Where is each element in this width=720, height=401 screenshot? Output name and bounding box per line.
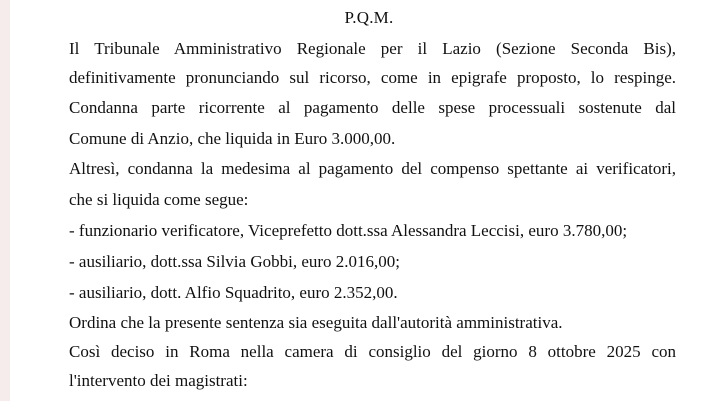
text-line-11: Così deciso in Roma nella camera di consiglio del giorno 8 ottobre 2025 con [69,342,676,361]
text-line-1: Il Tribunale Amministrativo Regionale per il Lazio (Sezione Seconda Bis), [69,39,676,58]
text-line-7: - funzionario verificatore, Viceprefetto dott.ssa Alessandra Leccisi, euro 3.780,00; [69,221,628,240]
text-line-4: Comune di Anzio, che liquida in Euro 3.000,00. [69,129,396,148]
text-line-9: - ausiliario, dott. Alfio Squadrito, euro 2.352,00. [69,283,398,302]
document-heading: P.Q.M. [344,8,394,27]
text-line-6: che si liquida come segue: [69,190,249,209]
text-line-10: Ordina che la presente sentenza sia eseguita dall'autorità amministrativa. [69,313,563,332]
text-line-2: definitivamente pronunciando sul ricorso, come in epigrafe proposto, lo respinge. [69,68,676,87]
text-line-12: l'intervento dei magistrati: [69,371,248,390]
text-line-8: - ausiliario, dott.ssa Silvia Gobbi, euro 2.016,00; [69,252,400,271]
text-line-3: Condanna parte ricorrente al pagamento delle spese processuali sostenute dal [69,98,676,117]
text-line-5: Altresì, condanna la medesima al pagamento del compenso spettante ai verificatori, [69,159,676,178]
